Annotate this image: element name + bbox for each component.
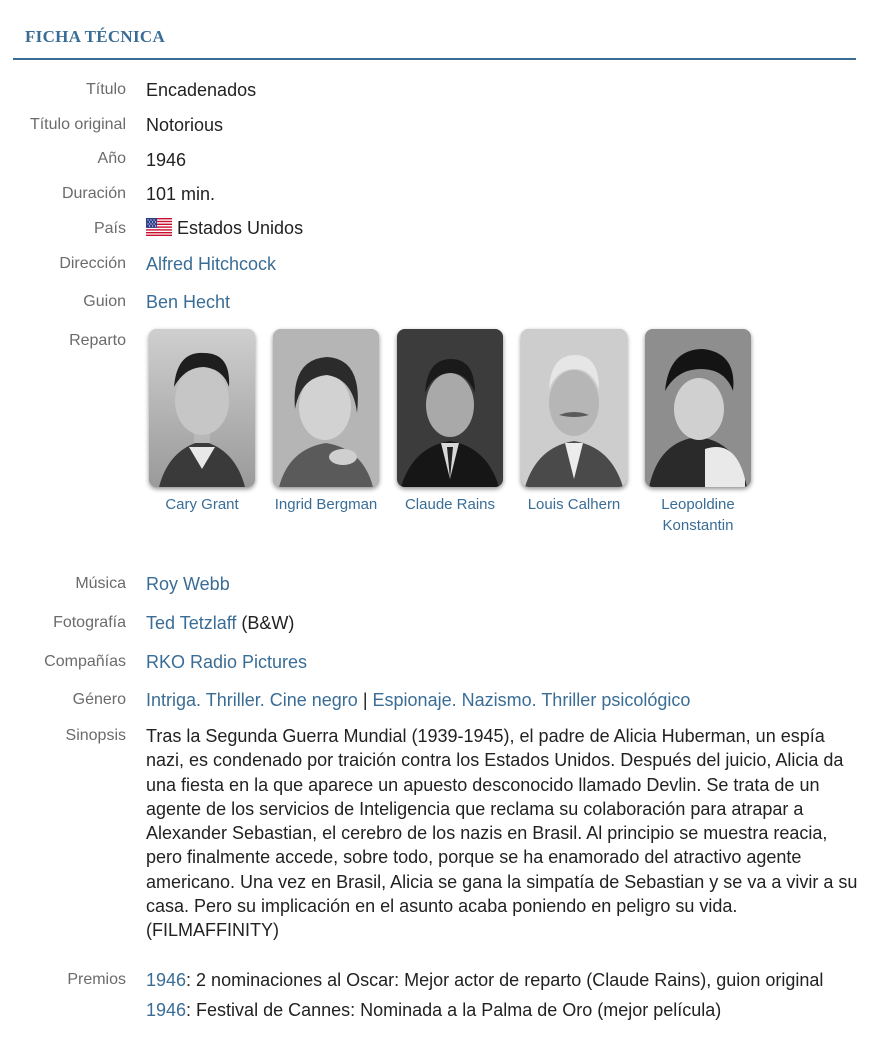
award-year-link[interactable]: 1946: [146, 1000, 187, 1020]
photography-note: (B&W): [241, 613, 295, 633]
us-flag-icon: [146, 218, 172, 236]
genre-link[interactable]: Thriller: [205, 690, 260, 710]
actor-photo[interactable]: [645, 329, 751, 487]
original-title-value: Notorious: [146, 115, 224, 135]
photography-value: [146, 613, 294, 634]
cast-member[interactable]: [512, 329, 636, 515]
script-label: Guion: [83, 293, 126, 310]
genre-link[interactable]: Cine negro: [269, 690, 358, 710]
genre-separator: |: [362, 690, 368, 710]
actor-name[interactable]: Louis Calhern: [527, 496, 621, 513]
award-item: [146, 970, 823, 991]
company-link[interactable]: RKO Radio Pictures: [146, 652, 308, 672]
title-value: Encadenados: [146, 80, 257, 100]
synopsis-label: Sinopsis: [65, 727, 126, 744]
year-value: 1946: [146, 150, 187, 170]
genre-label: Género: [72, 691, 126, 708]
topic-link[interactable]: Nazismo: [461, 690, 532, 710]
cast-member[interactable]: [140, 329, 264, 515]
actor-photo[interactable]: [521, 329, 627, 487]
writer-link[interactable]: Ben Hecht: [146, 292, 231, 312]
photographer-link[interactable]: Ted Tetzlaff: [146, 613, 237, 633]
actor-photo[interactable]: [397, 329, 503, 487]
duration-label: Duración: [61, 185, 126, 202]
section-header: [13, 0, 856, 60]
actor-name[interactable]: Claude Rains: [404, 496, 496, 513]
cast-label: Reparto: [69, 332, 126, 349]
synopsis-text: Tras la Segunda Guerra Mundial (1939-1945), el padre de Alicia Huberman, un espía nazi, es condenado por traición contra los Estados Unidos. Después del juicio, Alicia da una fiesta en la que aparece un apuesto desconocido llamado Devlin. Se trata de un agente de los servicios de Inteligencia que reclama su colaboración para atrapar a Alexander Sebastian, el cerebro de los nazis en Brasil. Al principio se muestra reacia, pero finalmente accede, sobre todo, porque se ha enamorado del atractivo agente americano. Una vez en Brasil, Alicia se gana la simpatía de Sebastian y se va a vivir a su casa. Pero su implicación en el asunto acaba poniendo en peligro su vida. (FILMAFFINITY): [146, 726, 858, 941]
genre-value: Intriga. Thriller. Cine negro | Espionaje. Nazismo. Thriller psicológico: [146, 690, 691, 710]
topic-link[interactable]: Thriller psicológico: [541, 690, 691, 710]
composer-link[interactable]: Roy Webb: [146, 574, 230, 594]
award-year-link[interactable]: 1946: [146, 970, 187, 990]
duration-value: 101 min.: [146, 184, 216, 204]
actor-name[interactable]: Ingrid Bergman: [274, 496, 378, 513]
direction-label: Dirección: [59, 255, 126, 272]
actor-photo[interactable]: [149, 329, 255, 487]
cast-list: [146, 329, 766, 549]
title-label: Título: [85, 81, 126, 98]
award-text: : 2 nominaciones al Oscar: Mejor actor de reparto (Claude Rains), guion original: [186, 970, 824, 990]
country-label: País: [93, 220, 126, 237]
section-title: FICHA TÉCNICA: [25, 27, 166, 46]
actor-name[interactable]: Leopoldine Konstantin: [661, 496, 735, 534]
original-title-label: Título original: [29, 116, 126, 133]
cast-member[interactable]: [388, 329, 512, 515]
awards-label: Premios: [67, 971, 126, 988]
topic-link[interactable]: Espionaje: [372, 690, 452, 710]
music-label: Música: [75, 575, 126, 592]
award-text: : Festival de Cannes: Nominada a la Palma de Oro (mejor película): [186, 1000, 722, 1020]
award-item: [146, 1000, 721, 1021]
actor-name[interactable]: Cary Grant: [165, 496, 239, 513]
cast-member[interactable]: [264, 329, 388, 515]
actor-photo[interactable]: [273, 329, 379, 487]
country-value: [146, 218, 303, 239]
cast-member[interactable]: [636, 329, 760, 536]
year-label: Año: [97, 150, 126, 167]
genre-link[interactable]: Intriga: [146, 690, 197, 710]
director-link[interactable]: Alfred Hitchcock: [146, 254, 277, 274]
companies-label: Compañías: [44, 653, 126, 670]
country-name: Estados Unidos: [177, 218, 304, 238]
photography-label: Fotografía: [53, 614, 126, 631]
